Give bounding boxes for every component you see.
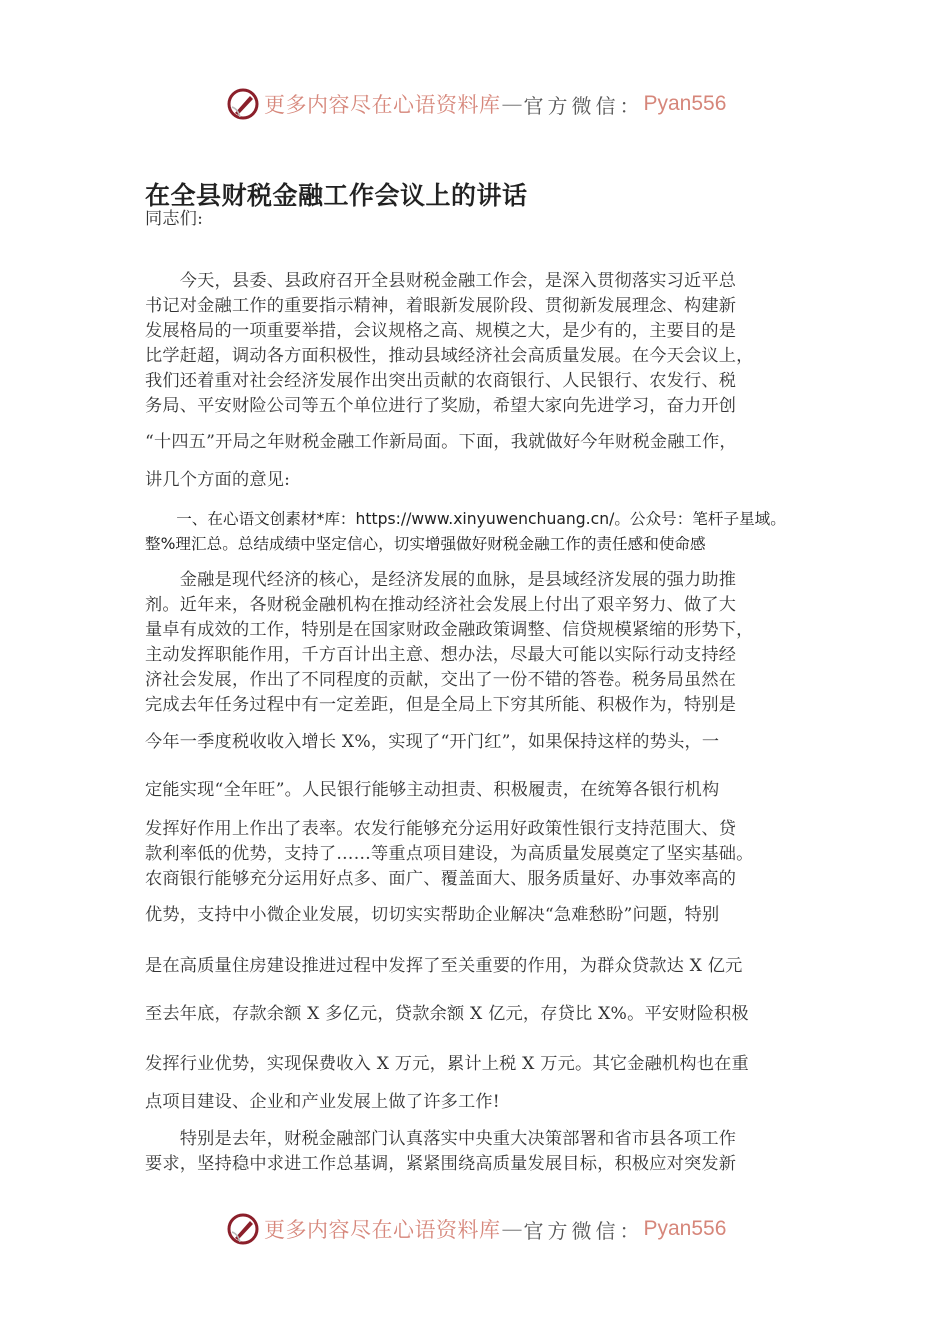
paragraph-line: 农商银行能够充分运用好点多、面广、覆盖面大、服务质量好、办事效率高的 <box>145 869 737 889</box>
paragraph-line: 点项目建设、企业和产业发展上做了许多工作! <box>145 1092 500 1112</box>
document-title: 在全县财税金融工作会议上的讲话 <box>145 181 528 210</box>
paragraph-line: 发挥行业优势，实现保费收入 X 万元，累计上税 X 万元。其它金融机构也在重 <box>145 1054 749 1074</box>
paragraph-line: 要求，坚持稳中求进工作总基调，紧紧围绕高质量发展目标，积极应对突发新 <box>145 1154 737 1174</box>
paragraph-line: 特别是去年，财税金融部门认真落实中央重大决策部署和省市县各项工作 <box>145 1129 737 1149</box>
paragraph-line: 款利率低的优势，支持了……等重点项目建设，为高质量发展奠定了坚实基础。 <box>145 844 754 864</box>
paragraph-line: 剂。近年来，各财税金融机构在推动经济社会发展上付出了艰辛努力、做了大 <box>145 595 737 615</box>
paragraph-line: 定能实现“全年旺”。人民银行能够主动担责、积极履责，在统筹各银行机构 <box>145 780 720 800</box>
paragraph-line: 比学赶超，调动各方面积极性，推动县域经济社会高质量发展。在今天会议上， <box>145 346 754 366</box>
paragraph-line: 我们还着重对社会经济发展作出突出贡献的农商银行、人民银行、农发行、税 <box>145 371 737 391</box>
banner-wechat-label: 官方微信： <box>523 1218 644 1243</box>
paragraph-line: “十四五”开局之年财税金融工作新局面。下面，我就做好今年财税金融工作， <box>145 432 737 452</box>
banner-wechat-id: Pyan556 <box>643 92 727 115</box>
paragraph-line: 今年一季度税收收入增长 X%，实现了“开门红”，如果保持这样的势头，一 <box>145 732 720 752</box>
paragraph-line: 书记对金融工作的重要指示精神，着眼新发展阶段、贯彻新发展理念、构建新 <box>145 296 737 316</box>
footer-banner <box>226 1209 726 1249</box>
paragraph-line: 主动发挥职能作用，千方百计出主意、想办法，尽最大可能以实际行动支持经 <box>145 645 737 665</box>
paragraph-line: 至去年底，存款余额 X 多亿元，贷款余额 X 亿元，存贷比 X%。平安财险积极 <box>145 1004 749 1024</box>
paragraph-line: 金融是现代经济的核心，是经济发展的血脉，是县域经济发展的强力助推 <box>145 570 737 590</box>
banner-text: 更多内容尽在心语资料库 <box>264 1218 501 1242</box>
quill-pen-logo-icon <box>226 1212 260 1246</box>
section-heading: 一、在心语文创素材*库：https://www.xinyuwenchuang.cn/。公众号：笔杆子星域。 <box>145 510 786 528</box>
salutation: 同志们: <box>145 209 204 229</box>
banner-wechat-id: Pyan556 <box>643 1217 727 1240</box>
banner-dash: — <box>501 92 523 116</box>
banner-dash: — <box>501 1217 523 1241</box>
paragraph-line: 今天，县委、县政府召开全县财税金融工作会，是深入贯彻落实习近平总 <box>145 271 737 291</box>
paragraph-line: 讲几个方面的意见: <box>145 470 291 490</box>
banner-text: 更多内容尽在心语资料库 <box>264 93 501 117</box>
paragraph-line: 济社会发展，作出了不同程度的贡献，交出了一份不错的答卷。税务局虽然在 <box>145 670 737 690</box>
paragraph-line: 完成去年任务过程中有一定差距，但是全局上下穷其所能、积极作为，特别是 <box>145 695 737 715</box>
banner-wechat-label: 官方微信： <box>523 93 644 118</box>
paragraph-line: 量卓有成效的工作，特别是在国家财政金融政策调整、信贷规模紧缩的形势下， <box>145 620 754 640</box>
paragraph-line: 发挥好作用上作出了表率。农发行能够充分运用好政策性银行支持范围大、贷 <box>145 819 737 839</box>
paragraph-line: 务局、平安财险公司等五个单位进行了奖励，希望大家向先进学习，奋力开创 <box>145 396 737 416</box>
paragraph-line: 优势，支持中小微企业发展，切切实实帮助企业解决“急难愁盼”问题，特别 <box>145 905 720 925</box>
header-banner <box>226 84 726 124</box>
section-heading: 整%理汇总。总结成绩中坚定信心，切实增强做好财税金融工作的责任感和使命感 <box>145 535 706 553</box>
quill-pen-logo-icon <box>226 87 260 121</box>
paragraph-line: 发展格局的一项重要举措，会议规格之高、规模之大，是少有的，主要目的是 <box>145 321 737 341</box>
paragraph-line: 是在高质量住房建设推进过程中发挥了至关重要的作用，为群众贷款达 X 亿元 <box>145 956 743 976</box>
